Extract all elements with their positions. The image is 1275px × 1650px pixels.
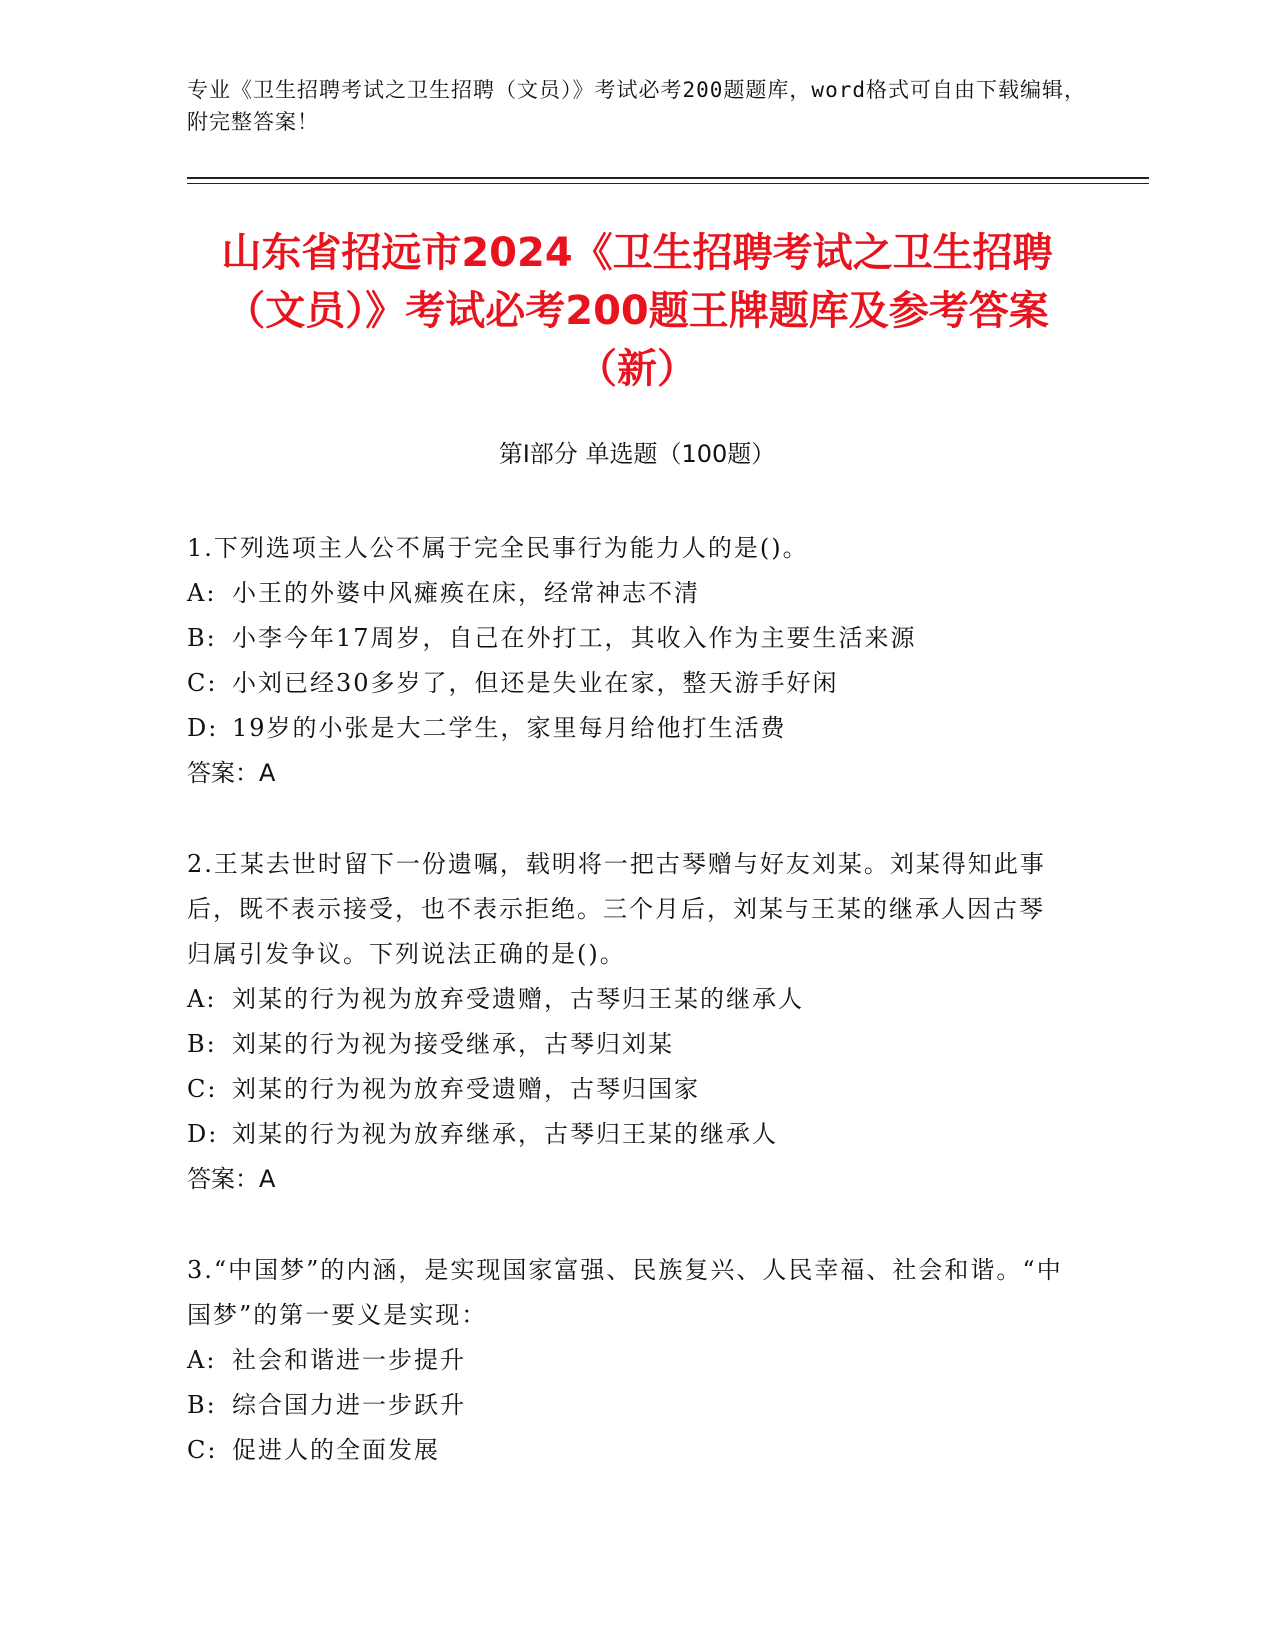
answer: 答案：A	[187, 1165, 276, 1193]
option-b	[187, 1383, 1067, 1428]
question-list	[187, 526, 1067, 1519]
option-label: B:	[187, 1391, 217, 1419]
option-d	[187, 706, 1067, 751]
question-item	[187, 526, 1067, 796]
option-c	[187, 661, 1067, 706]
option-label: D:	[187, 714, 219, 742]
option-text: 刘某的行为视为放弃继承，古琴归王某的继承人	[232, 1120, 778, 1148]
option-b	[187, 1022, 1067, 1067]
answer: 答案：A	[187, 759, 276, 787]
option-c	[187, 1428, 1067, 1473]
option-a	[187, 977, 1067, 1022]
option-label: C:	[187, 1436, 218, 1464]
option-c	[187, 1067, 1067, 1112]
section-heading: 第Ⅰ部分 单选题（100题）	[498, 440, 776, 468]
option-a	[187, 571, 1067, 616]
option-label: A:	[187, 1346, 217, 1374]
option-text: 刘某的行为视为放弃受遗赠，古琴归王某的继承人	[232, 985, 804, 1013]
option-b	[187, 616, 1067, 661]
option-label: C:	[187, 669, 218, 697]
option-text: 社会和谐进一步提升	[232, 1346, 466, 1374]
option-text: 综合国力进一步跃升	[232, 1391, 466, 1419]
document-title: 山东省招远市2024《卫生招聘考试之卫生招聘（文员）》考试必考200题王牌题库及参考答案（新）	[221, 230, 1053, 392]
option-text: 刘某的行为视为接受继承，古琴归刘某	[232, 1030, 674, 1058]
option-label: C:	[187, 1075, 218, 1103]
option-text: 促进人的全面发展	[232, 1436, 440, 1464]
option-text: 刘某的行为视为放弃受遗赠，古琴归国家	[232, 1075, 700, 1103]
option-label: A:	[187, 985, 217, 1013]
header-divider-thin	[187, 183, 1149, 184]
option-text: 小刘已经30多岁了，但还是失业在家，整天游手好闲	[232, 669, 839, 697]
question-stem: 2.王某去世时留下一份遗嘱，载明将一把古琴赠与好友刘某。刘某得知此事后，既不表示接受，也不表示拒绝。三个月后，刘某与王某的继承人因古琴归属引发争议。下列说法正确的是()。	[187, 850, 1046, 968]
question-stem: 3.“中国梦”的内涵，是实现国家富强、民族复兴、人民幸福、社会和谐。“中国梦”的第一要义是实现：	[187, 1256, 1063, 1329]
option-text: 19岁的小张是大二学生，家里每月给他打生活费	[232, 714, 787, 742]
option-d	[187, 1112, 1067, 1157]
question-stem: 1.下列选项主人公不属于完全民事行为能力人的是()。	[187, 534, 809, 562]
option-text: 小王的外婆中风瘫痪在床，经常神志不清	[232, 579, 700, 607]
question-item	[187, 1248, 1067, 1473]
option-label: A:	[187, 579, 217, 607]
question-item	[187, 842, 1067, 1202]
option-a	[187, 1338, 1067, 1383]
option-label: B:	[187, 1030, 217, 1058]
option-text: 小李今年17周岁，自己在外打工，其收入作为主要生活来源	[232, 624, 917, 652]
option-label: B:	[187, 624, 217, 652]
header-divider	[187, 177, 1149, 179]
header-note: 专业《卫生招聘考试之卫生招聘（文员）》考试必考200题题库，word格式可自由下载编辑，附完整答案！	[187, 78, 1086, 134]
option-label: D:	[187, 1120, 219, 1148]
